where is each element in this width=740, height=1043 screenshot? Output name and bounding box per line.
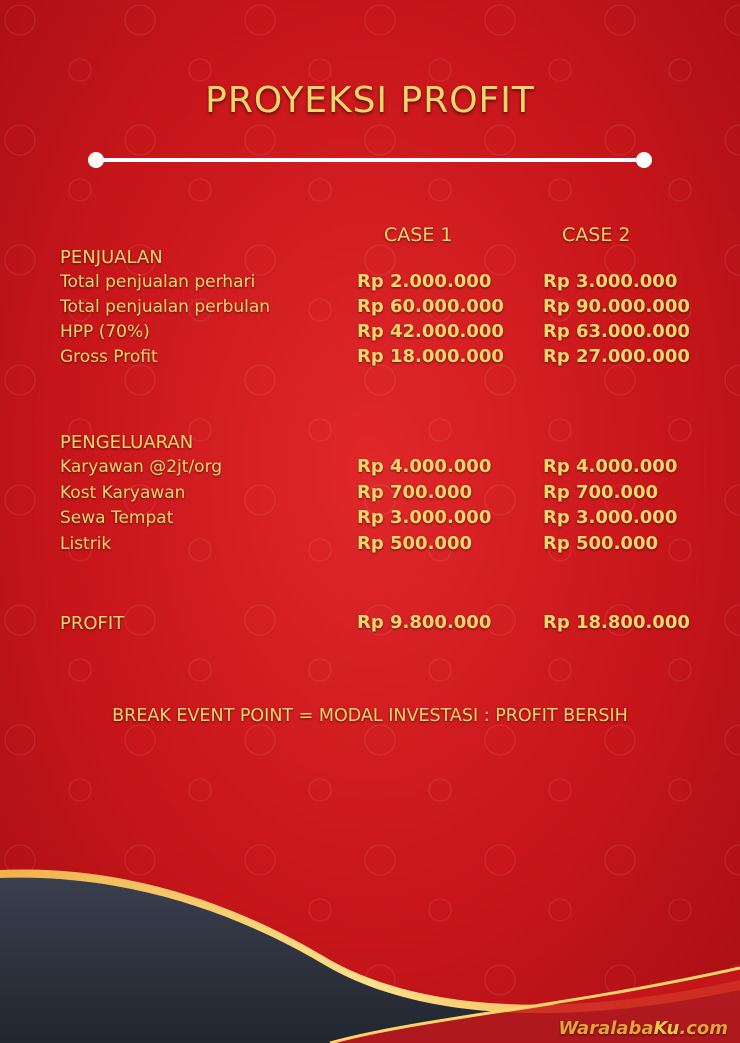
row-value-case-1: Rp 4.000.000 bbox=[357, 456, 492, 477]
title-divider bbox=[88, 152, 652, 168]
profit-value-case-2: Rp 18.800.000 bbox=[543, 612, 690, 633]
row-value-case-1: Rp 3.000.000 bbox=[357, 507, 492, 528]
row-value-case-1: Rp 42.000.000 bbox=[357, 321, 504, 342]
page-title: PROYEKSI PROFIT bbox=[205, 80, 535, 121]
row-value-case-2: Rp 90.000.000 bbox=[543, 296, 690, 317]
row-value-case-1: Rp 60.000.000 bbox=[357, 296, 504, 317]
row-value-case-1: Rp 500.000 bbox=[357, 533, 472, 554]
section-heading-penjualan: PENJUALAN bbox=[60, 247, 163, 268]
brand-logo: WaralabaKu.com bbox=[558, 1018, 728, 1039]
row-value-case-2: Rp 500.000 bbox=[543, 533, 658, 554]
row-label: Sewa Tempat bbox=[60, 508, 174, 528]
row-label: HPP (70%) bbox=[60, 322, 150, 342]
divider-dot-right bbox=[636, 152, 652, 168]
row-label: Listrik bbox=[60, 534, 112, 554]
break-even-formula: BREAK EVENT POINT = MODAL INVESTASI : PROFIT BERSIH bbox=[112, 706, 628, 726]
row-value-case-2: Rp 3.000.000 bbox=[543, 271, 678, 292]
profit-label: PROFIT bbox=[60, 613, 125, 634]
row-value-case-2: Rp 700.000 bbox=[543, 482, 658, 503]
row-value-case-1: Rp 2.000.000 bbox=[357, 271, 492, 292]
row-value-case-2: Rp 27.000.000 bbox=[543, 346, 690, 367]
divider-dot-left bbox=[88, 152, 104, 168]
row-label: Karyawan @2jt/org bbox=[60, 457, 223, 477]
profit-value-case-1: Rp 9.800.000 bbox=[357, 612, 492, 633]
column-header-case-1: CASE 1 bbox=[384, 224, 453, 246]
divider-line bbox=[94, 158, 646, 162]
row-label: Kost Karyawan bbox=[60, 483, 186, 503]
bottom-wave-decoration bbox=[0, 860, 740, 1043]
row-label: Gross Profit bbox=[60, 347, 158, 367]
row-label: Total penjualan perhari bbox=[60, 272, 256, 292]
row-value-case-2: Rp 4.000.000 bbox=[543, 456, 678, 477]
row-value-case-2: Rp 63.000.000 bbox=[543, 321, 690, 342]
row-label: Total penjualan perbulan bbox=[60, 297, 271, 317]
row-value-case-1: Rp 18.000.000 bbox=[357, 346, 504, 367]
row-value-case-1: Rp 700.000 bbox=[357, 482, 472, 503]
section-heading-pengeluaran: PENGELUARAN bbox=[60, 432, 194, 453]
column-header-case-2: CASE 2 bbox=[562, 224, 631, 246]
row-value-case-2: Rp 3.000.000 bbox=[543, 507, 678, 528]
